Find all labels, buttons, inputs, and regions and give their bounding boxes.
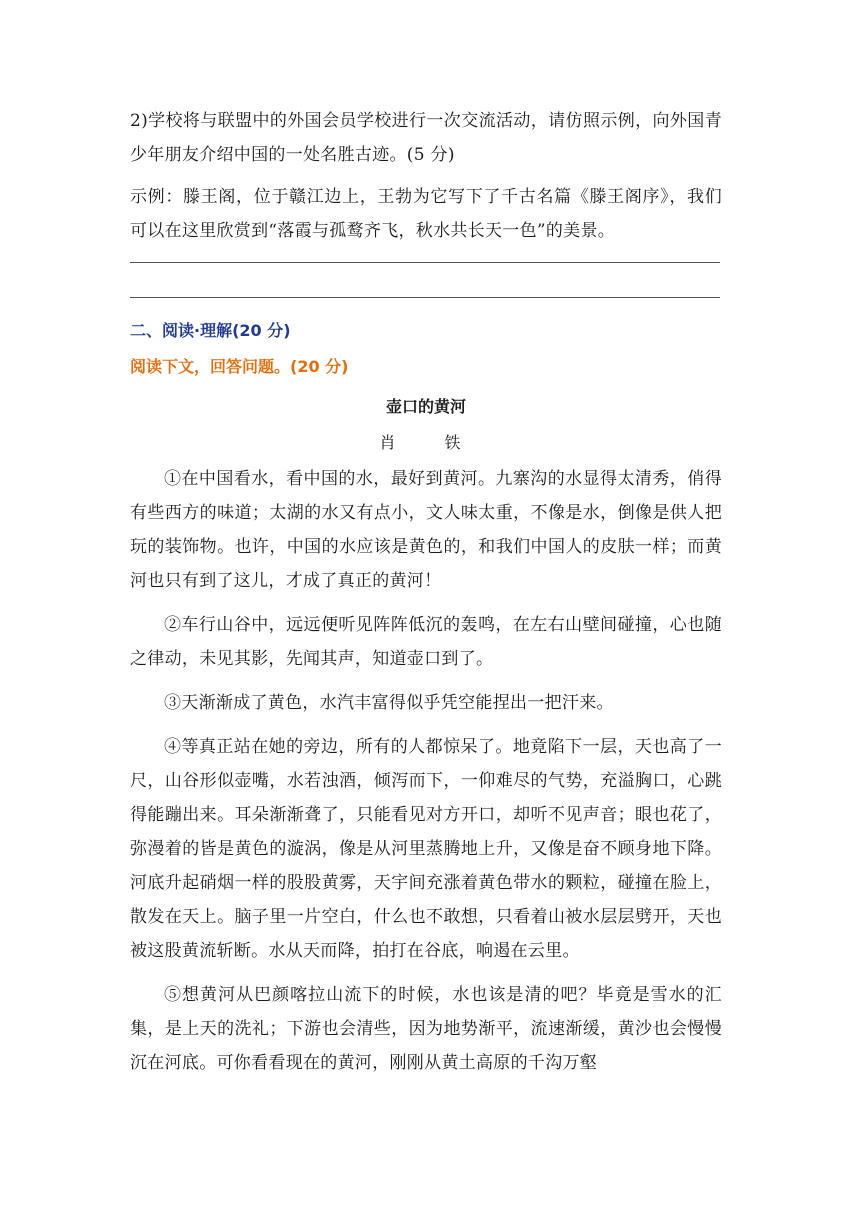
- article-paragraph-1: ①在中国看水，看中国的水，最好到黄河。九寨沟的水显得太清秀，俏得有些西方的味道；太湖的水又有点小，文人味太重，不像是水，倒像是供人把玩的装饰物。也许，中国的水应该是黄色的，和我们中国人的皮肤一样；而黄河也只有到了这儿，才成了真正的黄河！: [130, 469, 722, 591]
- article-paragraph-2: ②车行山谷中，远远便听见阵阵低沉的轰鸣，在左右山壁间碰撞，心也随之律动，未见其影，先闻其声，知道壶口到了。: [130, 615, 722, 669]
- answer-line-2[interactable]: [130, 297, 720, 298]
- article-paragraph-4: ④等真正站在她的旁边，所有的人都惊呆了。地竟陷下一层，天也高了一尺，山谷形似壶嘴，水若浊酒，倾泻而下，一仰难尽的气势，充溢胸口，心跳得能蹦出来。耳朵渐渐聋了，只能看见对方开口，却听不见声音；眼也花了，弥漫着的皆是黄色的漩涡，像是从河里蒸腾地上升，又像是奋不顾身地下降。河底升起硝烟一样的股股黄雾，天宇间充涨着黄色带水的颗粒，碰撞在脸上，散发在天上。脑子里一片空白，什么也不敢想，只看着山被水层层劈开，天也被这股黄流斩断。水从天而降，拍打在谷底，响遏在云里。: [130, 737, 722, 961]
- reading-instruction: 阅读下文，回答问题。(20 分): [130, 357, 349, 376]
- document-page: [130, 104, 722, 1090]
- article-paragraph-5: ⑤想黄河从巴颜喀拉山流下的时候，水也该是清的吧？毕竟是雪水的汇集，是上天的洗礼；下游也会清些，因为地势渐平，流速渐缓，黄沙也会慢慢沉在河底。可你看看现在的黄河，刚刚从黄土高原的千沟万壑: [130, 985, 722, 1073]
- article-author: 肖 铁: [379, 433, 473, 452]
- example-text: 示例：滕王阁，位于赣江边上，王勃为它写下了千古名篇《滕王阁序》，我们可以在这里欣赏到“落霞与孤鹜齐飞，秋水共长天一色”的美景。: [130, 187, 722, 241]
- article-paragraph-3: ③天渐渐成了黄色，水汽丰富得似乎凭空能捏出一把汗来。: [164, 693, 614, 713]
- answer-line-1[interactable]: [130, 262, 720, 263]
- section-heading: 二、阅读·理解(20 分): [130, 321, 291, 340]
- article-title: 壶口的黄河: [385, 397, 466, 416]
- question-2-text: 2)学校将与联盟中的外国会员学校进行一次交流活动，请仿照示例，向外国青少年朋友介绍中国的一处名胜古迹。(5 分): [130, 111, 722, 165]
